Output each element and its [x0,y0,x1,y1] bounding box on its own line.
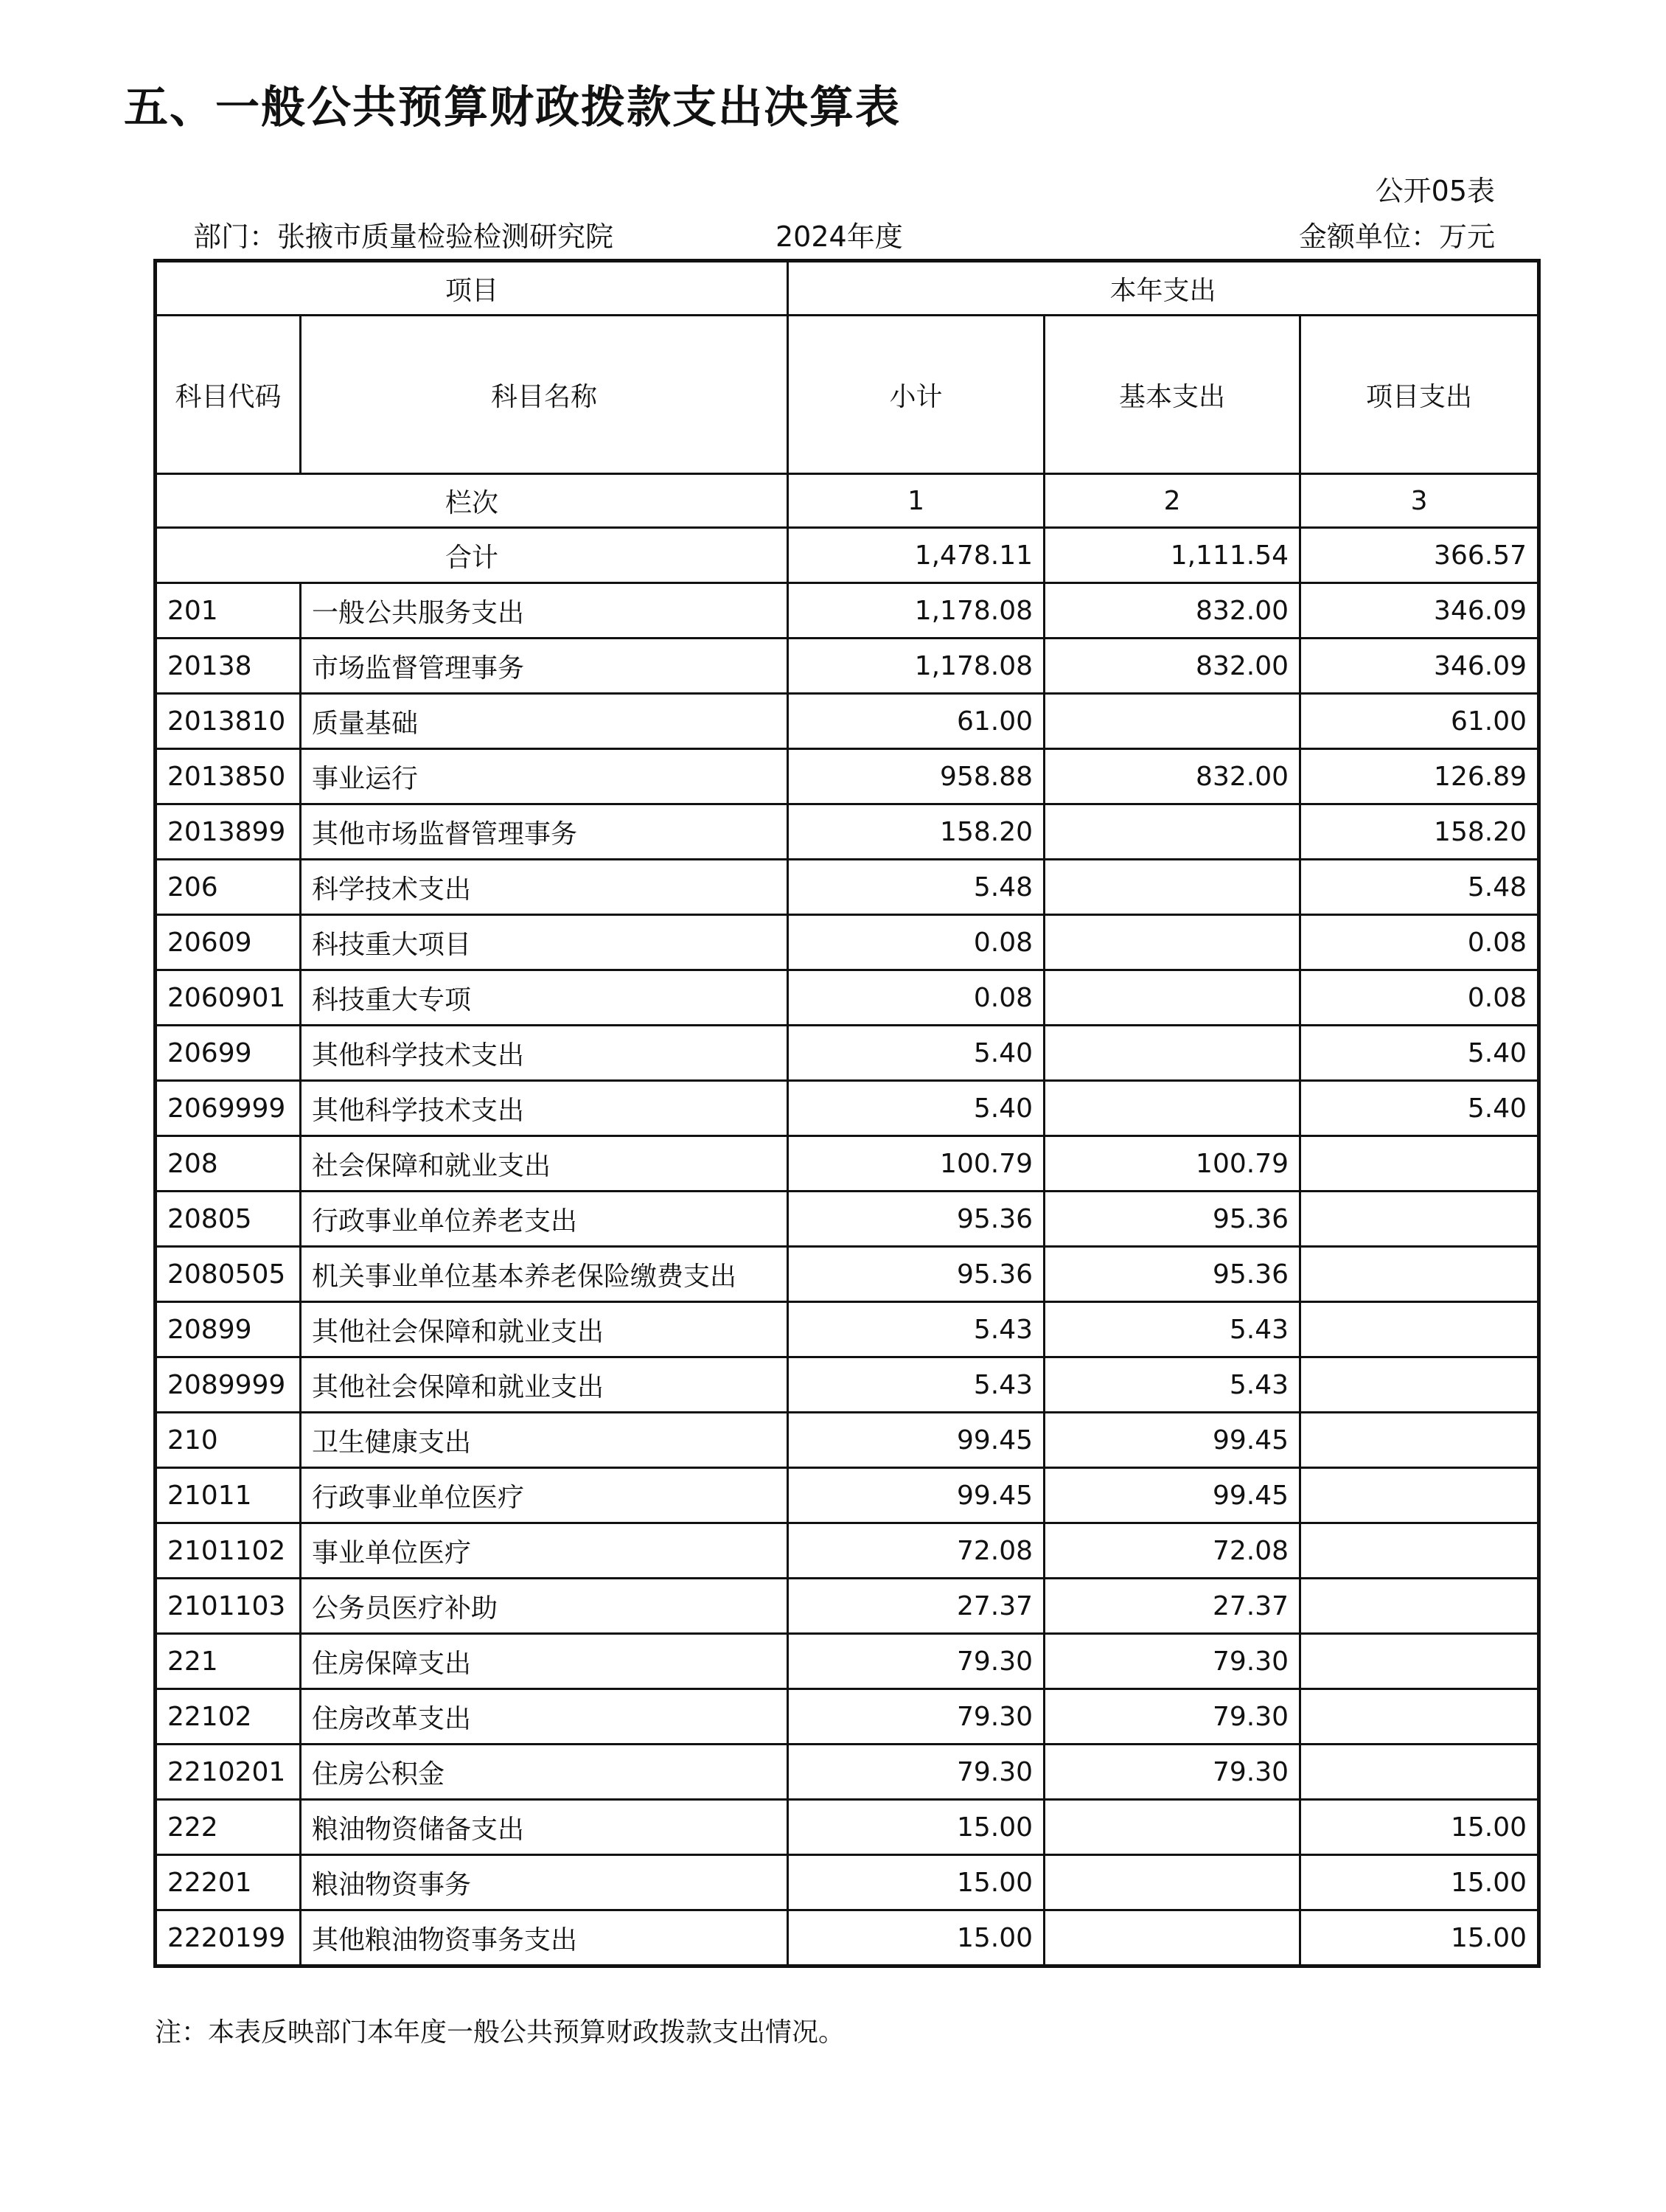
header-name: 科目名称 [301,316,788,474]
cell-name: 科学技术支出 [301,860,788,915]
table-row [156,639,1539,694]
header-subtotal: 小计 [788,316,1045,474]
cell-project [1300,1192,1539,1247]
table-row [156,804,1539,860]
cell-subtotal: 1,178.08 [788,583,1045,639]
cell-name: 科技重大专项 [301,970,788,1026]
cell-name: 粮油物资储备支出 [301,1800,788,1855]
cell-name: 事业单位医疗 [301,1523,788,1579]
cell-subtotal: 79.30 [788,1689,1045,1745]
column-index-2: 2 [1045,474,1300,528]
table-note: 注：本表反映部门本年度一般公共预算财政拨款支出情况。 [155,2017,846,2048]
cell-code: 2089999 [156,1357,301,1413]
table-row [156,1800,1539,1855]
cell-subtotal: 0.08 [788,970,1045,1026]
cell-basic [1045,970,1300,1026]
cell-code: 222 [156,1800,301,1855]
header-project: 项目支出 [1300,316,1539,474]
table-row [156,1413,1539,1468]
cell-project [1300,1745,1539,1800]
cell-project: 15.00 [1300,1855,1539,1910]
cell-code: 2013850 [156,749,301,804]
cell-basic: 100.79 [1045,1136,1300,1192]
cell-basic: 99.45 [1045,1413,1300,1468]
cell-project [1300,1136,1539,1192]
cell-basic: 79.30 [1045,1745,1300,1800]
cell-code: 2220199 [156,1910,301,1966]
table-row [156,1468,1539,1523]
cell-project: 5.40 [1300,1081,1539,1136]
table-row [156,1523,1539,1579]
cell-subtotal: 61.00 [788,694,1045,749]
cell-name: 社会保障和就业支出 [301,1136,788,1192]
cell-basic [1045,1800,1300,1855]
cell-subtotal: 0.08 [788,915,1045,970]
cell-subtotal: 99.45 [788,1413,1045,1468]
cell-subtotal: 5.40 [788,1081,1045,1136]
cell-subtotal: 15.00 [788,1910,1045,1966]
amount-unit-label: 金额单位：万元 [1298,220,1495,253]
cell-project [1300,1523,1539,1579]
cell-subtotal: 5.48 [788,860,1045,915]
cell-project [1300,1247,1539,1302]
cell-project [1300,1413,1539,1468]
department-label: 部门：张掖市质量检验检测研究院 [193,220,614,253]
cell-code: 20138 [156,639,301,694]
cell-code: 2101103 [156,1579,301,1634]
cell-basic [1045,1855,1300,1910]
cell-code: 2080505 [156,1247,301,1302]
cell-subtotal: 79.30 [788,1634,1045,1689]
column-index-label: 栏次 [156,474,788,528]
cell-name: 其他社会保障和就业支出 [301,1357,788,1413]
cell-basic: 79.30 [1045,1689,1300,1745]
fiscal-year-label: 2024年度 [776,220,903,253]
table-row [156,1136,1539,1192]
header-item: 项目 [156,261,788,316]
cell-basic: 832.00 [1045,639,1300,694]
cell-code: 2069999 [156,1081,301,1136]
cell-name: 住房改革支出 [301,1689,788,1745]
cell-basic: 832.00 [1045,583,1300,639]
cell-project: 346.09 [1300,583,1539,639]
cell-basic [1045,1026,1300,1081]
table-row [156,1302,1539,1357]
cell-subtotal: 100.79 [788,1136,1045,1192]
table-row [156,749,1539,804]
table-row [156,1026,1539,1081]
cell-subtotal: 79.30 [788,1745,1045,1800]
cell-project [1300,1302,1539,1357]
cell-name: 行政事业单位养老支出 [301,1192,788,1247]
column-index-3: 3 [1300,474,1539,528]
cell-code: 22102 [156,1689,301,1745]
cell-basic: 95.36 [1045,1192,1300,1247]
cell-project: 126.89 [1300,749,1539,804]
table-row [156,915,1539,970]
table-row [156,1579,1539,1634]
cell-code: 2101102 [156,1523,301,1579]
cell-project [1300,1357,1539,1413]
cell-basic [1045,694,1300,749]
total-project: 366.57 [1300,528,1539,583]
cell-subtotal: 27.37 [788,1579,1045,1634]
column-index-row [156,474,1539,528]
table-row [156,1192,1539,1247]
cell-project: 15.00 [1300,1910,1539,1966]
cell-basic: 99.45 [1045,1468,1300,1523]
cell-subtotal: 5.40 [788,1026,1045,1081]
cell-basic: 72.08 [1045,1523,1300,1579]
table-row [156,970,1539,1026]
cell-basic: 832.00 [1045,749,1300,804]
table-row [156,1689,1539,1745]
cell-project: 61.00 [1300,694,1539,749]
cell-subtotal: 72.08 [788,1523,1045,1579]
cell-basic: 27.37 [1045,1579,1300,1634]
cell-subtotal: 15.00 [788,1800,1045,1855]
cell-basic: 95.36 [1045,1247,1300,1302]
cell-code: 2013899 [156,804,301,860]
cell-code: 208 [156,1136,301,1192]
cell-code: 206 [156,860,301,915]
cell-name: 其他社会保障和就业支出 [301,1302,788,1357]
cell-code: 20805 [156,1192,301,1247]
header-this-year: 本年支出 [788,261,1539,316]
total-subtotal: 1,478.11 [788,528,1045,583]
cell-name: 事业运行 [301,749,788,804]
page-title: 五、一般公共预算财政拨款支出决算表 [124,82,901,133]
cell-project: 0.08 [1300,915,1539,970]
cell-basic [1045,1081,1300,1136]
cell-subtotal: 958.88 [788,749,1045,804]
cell-project [1300,1634,1539,1689]
table-row [156,1357,1539,1413]
cell-project: 158.20 [1300,804,1539,860]
cell-name: 行政事业单位医疗 [301,1468,788,1523]
cell-subtotal: 5.43 [788,1302,1045,1357]
cell-basic [1045,1910,1300,1966]
cell-subtotal: 15.00 [788,1855,1045,1910]
cell-project: 5.48 [1300,860,1539,915]
cell-code: 201 [156,583,301,639]
cell-name: 粮油物资事务 [301,1855,788,1910]
cell-basic: 5.43 [1045,1357,1300,1413]
total-label: 合计 [156,528,788,583]
cell-code: 21011 [156,1468,301,1523]
cell-code: 20899 [156,1302,301,1357]
cell-name: 其他科学技术支出 [301,1081,788,1136]
table-row [156,1634,1539,1689]
column-index-1: 1 [788,474,1045,528]
cell-project [1300,1579,1539,1634]
cell-subtotal: 158.20 [788,804,1045,860]
cell-project: 5.40 [1300,1026,1539,1081]
cell-subtotal: 95.36 [788,1192,1045,1247]
form-number: 公开05表 [1375,175,1495,207]
cell-name: 市场监督管理事务 [301,639,788,694]
cell-name: 其他市场监督管理事务 [301,804,788,860]
cell-basic [1045,860,1300,915]
header-row-group [156,261,1539,316]
cell-name: 质量基础 [301,694,788,749]
cell-subtotal: 5.43 [788,1357,1045,1413]
cell-code: 20699 [156,1026,301,1081]
table-row [156,1855,1539,1910]
table-row [156,860,1539,915]
cell-name: 住房保障支出 [301,1634,788,1689]
cell-subtotal: 99.45 [788,1468,1045,1523]
cell-subtotal: 1,178.08 [788,639,1045,694]
cell-project: 0.08 [1300,970,1539,1026]
cell-subtotal: 95.36 [788,1247,1045,1302]
cell-basic: 5.43 [1045,1302,1300,1357]
cell-code: 2013810 [156,694,301,749]
total-basic: 1,111.54 [1045,528,1300,583]
cell-code: 2210201 [156,1745,301,1800]
table-row [156,1081,1539,1136]
cell-name: 住房公积金 [301,1745,788,1800]
cell-code: 20609 [156,915,301,970]
cell-basic: 79.30 [1045,1634,1300,1689]
header-basic: 基本支出 [1045,316,1300,474]
cell-name: 公务员医疗补助 [301,1579,788,1634]
expenditure-table [153,259,1541,1968]
cell-project [1300,1689,1539,1745]
table-row [156,1745,1539,1800]
cell-basic [1045,804,1300,860]
cell-project: 15.00 [1300,1800,1539,1855]
total-row [156,528,1539,583]
cell-project: 346.09 [1300,639,1539,694]
cell-name: 其他科学技术支出 [301,1026,788,1081]
table-row [156,1910,1539,1966]
cell-name: 科技重大项目 [301,915,788,970]
header-code: 科目代码 [156,316,301,474]
header-row-columns [156,316,1539,474]
cell-name: 卫生健康支出 [301,1413,788,1468]
table-row [156,583,1539,639]
cell-name: 一般公共服务支出 [301,583,788,639]
cell-code: 22201 [156,1855,301,1910]
cell-code: 221 [156,1634,301,1689]
cell-project [1300,1468,1539,1523]
cell-code: 210 [156,1413,301,1468]
table-row [156,1247,1539,1302]
cell-code: 2060901 [156,970,301,1026]
cell-name: 机关事业单位基本养老保险缴费支出 [301,1247,788,1302]
cell-basic [1045,915,1300,970]
table-row [156,694,1539,749]
cell-name: 其他粮油物资事务支出 [301,1910,788,1966]
